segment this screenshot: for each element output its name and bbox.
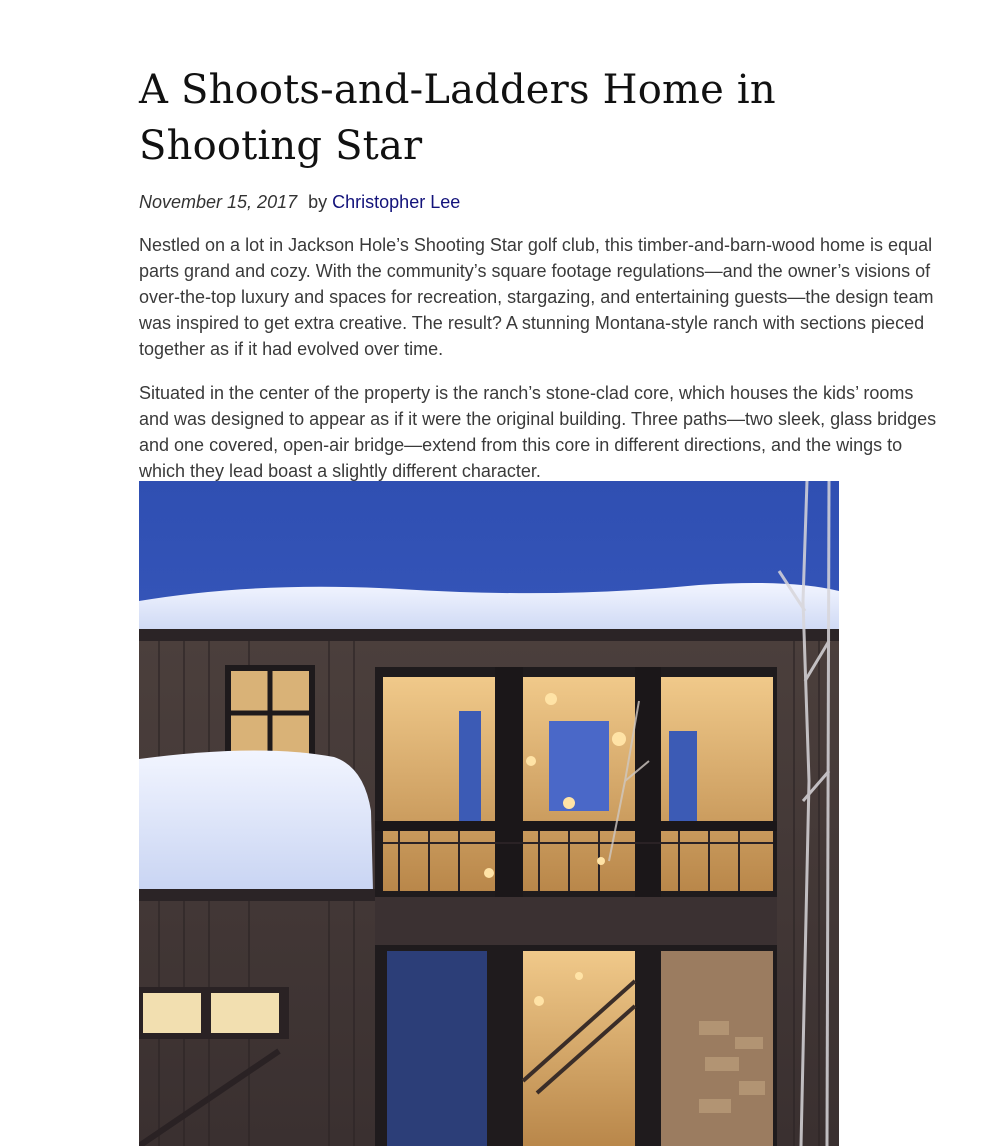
article-paragraph: Nestled on a lot in Jackson Hole’s Shooting Star golf club, this timber-and-barn-wood home is equal parts grand and cozy. With the community’s square footage regulations—and the owner’s visions of over-the-top luxury and spaces for recreation, stargazing, and entertaining guests—the design team was inspired to get extra creative. The result? A stunning Montana-style ranch with sections pieced together as if it had evolved over time. <box>139 235 934 359</box>
byline-label: by <box>308 192 328 212</box>
article-title: A Shoots-and-Ladders Home in Shooting Star <box>139 67 776 169</box>
article <box>139 62 939 484</box>
publish-date: November 15, 2017 <box>139 192 298 212</box>
house-photo <box>139 481 839 1146</box>
article-meta <box>139 190 939 214</box>
author-link[interactable]: Christopher Lee <box>332 192 461 212</box>
article-paragraph: Situated in the center of the property is the ranch’s stone-clad core, which houses the kids’ rooms and was designed to appear as if it were the original building. Three paths—two sleek, glass bridges and one covered, open-air bridge—extend from this core in different directions, and the wings to which they lead boast a slightly different character. <box>139 383 937 481</box>
